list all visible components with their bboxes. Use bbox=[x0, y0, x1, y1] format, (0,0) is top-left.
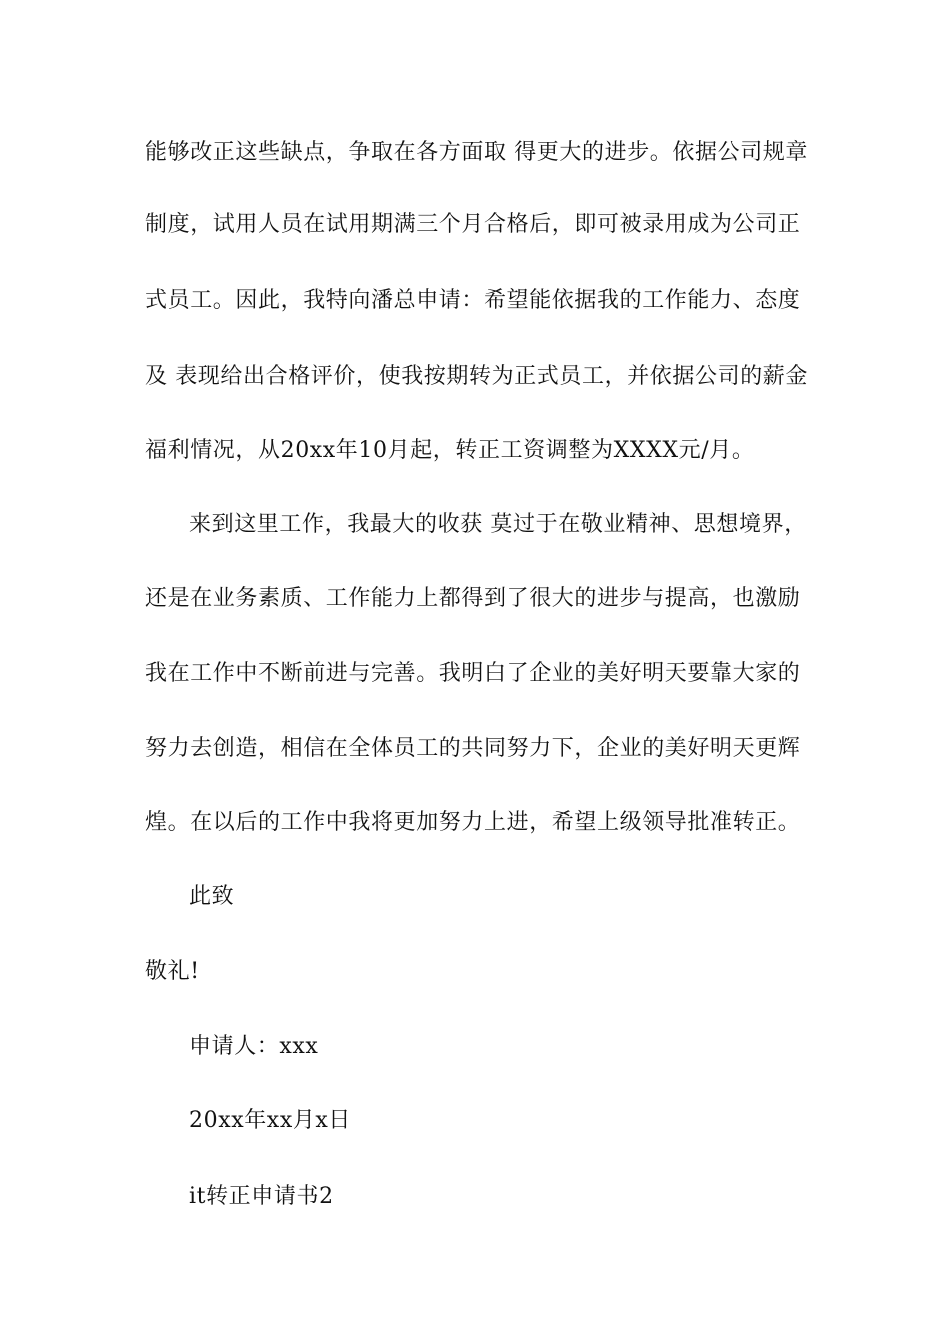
applicant-signature: 申请人：xxx bbox=[189, 1034, 319, 1059]
paragraph-line-10: 煌。在以后的工作中我将更加努力上进，希望上级领导批准转正。 bbox=[145, 810, 801, 835]
closing-salutation: 此致 bbox=[189, 884, 235, 909]
application-date: 20xx年xx月x日 bbox=[189, 1108, 352, 1133]
paragraph-line-3: 式员工。因此，我特向潘总申请：希望能依据我的工作能力、态度 bbox=[145, 288, 801, 313]
paragraph-line-4: 及 表现给出合格评价，使我按期转为正式员工，并依据公司的薪金 bbox=[145, 364, 808, 389]
section-title: it转正申请书2 bbox=[189, 1184, 334, 1209]
paragraph-line-1: 能够改正这些缺点，争取在各方面取 得更大的进步。依据公司规章 bbox=[145, 140, 808, 165]
paragraph-line-7: 还是在业务素质、工作能力上都得到了很大的进步与提高，也激励 bbox=[145, 586, 801, 611]
paragraph-line-8: 我在工作中不断前进与完善。我明白了企业的美好明天要靠大家的 bbox=[145, 661, 801, 686]
closing-regards: 敬礼! bbox=[145, 959, 200, 984]
paragraph-line-9: 努力去创造，相信在全体员工的共同努力下，企业的美好明天更辉 bbox=[145, 736, 801, 761]
paragraph-line-5: 福利情况，从20xx年10月起，转正工资调整为XXXX元/月。 bbox=[145, 438, 755, 463]
paragraph-line-2: 制度，试用人员在试用期满三个月合格后，即可被录用成为公司正 bbox=[145, 212, 801, 237]
paragraph-line-6: 来到这里工作，我最大的收获 莫过于在敬业精神、思想境界， bbox=[189, 512, 807, 537]
